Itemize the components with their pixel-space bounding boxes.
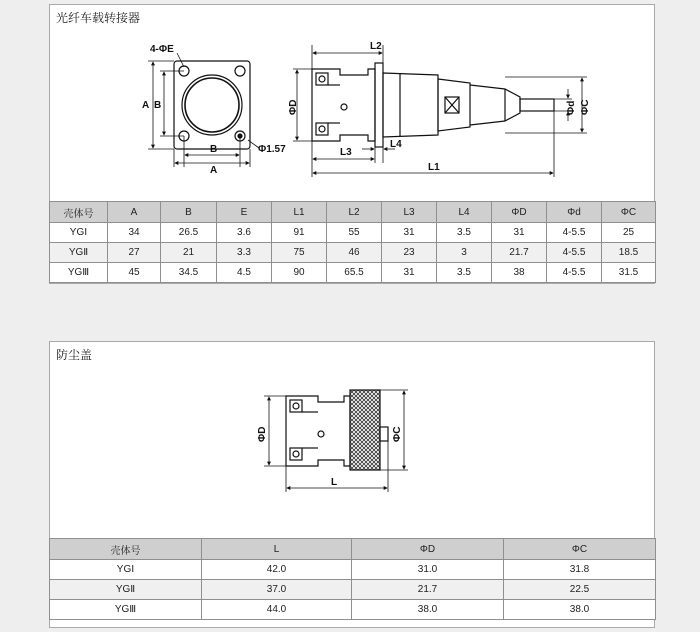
table-cell: 75 bbox=[272, 243, 327, 263]
dim-phi-d-big-label: ΦD bbox=[288, 99, 299, 115]
dust-cap-panel bbox=[49, 341, 655, 628]
table-cell: 34 bbox=[108, 223, 161, 243]
dim-l4-label: L4 bbox=[390, 139, 402, 150]
dim-phi-d-small-label: Φd bbox=[566, 100, 577, 115]
column-header: L bbox=[202, 539, 352, 560]
table-cell: 38.0 bbox=[352, 600, 504, 620]
table-cell: YGⅡ bbox=[50, 243, 108, 263]
table-cell: 42.0 bbox=[202, 560, 352, 580]
table-row bbox=[50, 600, 656, 620]
dim-phi-d-label: ΦD bbox=[257, 426, 268, 442]
table-cell: 4-5.5 bbox=[547, 263, 602, 283]
column-header: 壳体号 bbox=[50, 202, 108, 223]
table-cell: 18.5 bbox=[602, 243, 656, 263]
column-header: 壳体号 bbox=[50, 539, 202, 560]
dim-b-bottom-label: B bbox=[210, 144, 218, 155]
column-header: E bbox=[217, 202, 272, 223]
table-cell: 34.5 bbox=[161, 263, 217, 283]
table-row bbox=[50, 243, 656, 263]
table-cell: 91 bbox=[272, 223, 327, 243]
table-cell: 25 bbox=[602, 223, 656, 243]
column-header: ΦD bbox=[492, 202, 547, 223]
table-cell: 37.0 bbox=[202, 580, 352, 600]
pin-label: Φ1.57 bbox=[258, 144, 286, 155]
table-cell: 31.8 bbox=[504, 560, 656, 580]
column-header: Φd bbox=[547, 202, 602, 223]
dust-cap-title: 防尘盖 bbox=[56, 348, 93, 362]
table-cell: 23 bbox=[382, 243, 437, 263]
table-cell: 44.0 bbox=[202, 600, 352, 620]
table-cell: 46 bbox=[327, 243, 382, 263]
table-cell: YGⅢ bbox=[50, 263, 108, 283]
connector-drawing bbox=[50, 5, 654, 205]
table-header-row bbox=[50, 539, 656, 560]
table-cell: 31.0 bbox=[352, 560, 504, 580]
dust-cap-drawing bbox=[50, 342, 654, 532]
table-cell: 4-5.5 bbox=[547, 223, 602, 243]
dim-phi-c-label: ΦC bbox=[392, 426, 403, 442]
table-cell: 31 bbox=[382, 263, 437, 283]
connector-side-view bbox=[312, 63, 554, 147]
table-cell: YGⅢ bbox=[50, 600, 202, 620]
table-cell: 45 bbox=[108, 263, 161, 283]
column-header: ΦC bbox=[504, 539, 656, 560]
table-row bbox=[50, 223, 656, 243]
table-cell: 3.5 bbox=[437, 263, 492, 283]
table-header-row bbox=[50, 202, 656, 223]
column-header: A bbox=[108, 202, 161, 223]
table-cell: 90 bbox=[272, 263, 327, 283]
table-cell: YGⅠ bbox=[50, 560, 202, 580]
dim-l2-label: L2 bbox=[370, 41, 382, 52]
table-cell: 22.5 bbox=[504, 580, 656, 600]
table-cell: 3 bbox=[437, 243, 492, 263]
table-cell: 3.6 bbox=[217, 223, 272, 243]
column-header: B bbox=[161, 202, 217, 223]
dim-a-side-label: A bbox=[142, 100, 150, 111]
table-cell: 21.7 bbox=[492, 243, 547, 263]
table-cell: 21.7 bbox=[352, 580, 504, 600]
dim-l1-label: L1 bbox=[428, 162, 440, 173]
flange-front-view bbox=[174, 61, 250, 149]
table-cell: 3.5 bbox=[437, 223, 492, 243]
table-row bbox=[50, 263, 656, 283]
dim-phi-c-label: ΦC bbox=[580, 99, 591, 115]
table-cell: 31 bbox=[382, 223, 437, 243]
table-cell: 31.5 bbox=[602, 263, 656, 283]
connector-spec-table bbox=[49, 201, 656, 283]
table-cell: 38.0 bbox=[504, 600, 656, 620]
dim-a-bottom-label: A bbox=[210, 165, 218, 176]
column-header: L3 bbox=[382, 202, 437, 223]
dim-l3-label: L3 bbox=[340, 147, 352, 158]
column-header: L2 bbox=[327, 202, 382, 223]
dim-b-side-label: B bbox=[154, 100, 162, 111]
table-cell: 26.5 bbox=[161, 223, 217, 243]
holes-label: 4-ΦE bbox=[150, 44, 174, 55]
table-cell: 21 bbox=[161, 243, 217, 263]
table-cell: YGⅡ bbox=[50, 580, 202, 600]
table-cell: 4-5.5 bbox=[547, 243, 602, 263]
table-cell: YGⅠ bbox=[50, 223, 108, 243]
table-cell: 4.5 bbox=[217, 263, 272, 283]
table-cell: 55 bbox=[327, 223, 382, 243]
table-row bbox=[50, 560, 656, 580]
column-header: ΦD bbox=[352, 539, 504, 560]
connector-title: 光纤车载转接器 bbox=[56, 11, 141, 25]
table-cell: 3.3 bbox=[217, 243, 272, 263]
column-header: L4 bbox=[437, 202, 492, 223]
dust-cap-spec-table bbox=[49, 538, 656, 620]
table-row bbox=[50, 580, 656, 600]
table-cell: 65.5 bbox=[327, 263, 382, 283]
table-cell: 38 bbox=[492, 263, 547, 283]
dust-cap-side-view bbox=[286, 390, 388, 470]
table-cell: 31 bbox=[492, 223, 547, 243]
column-header: ΦC bbox=[602, 202, 656, 223]
dim-l-label: L bbox=[331, 477, 338, 488]
table-cell: 27 bbox=[108, 243, 161, 263]
column-header: L1 bbox=[272, 202, 327, 223]
connector-panel bbox=[49, 4, 655, 284]
